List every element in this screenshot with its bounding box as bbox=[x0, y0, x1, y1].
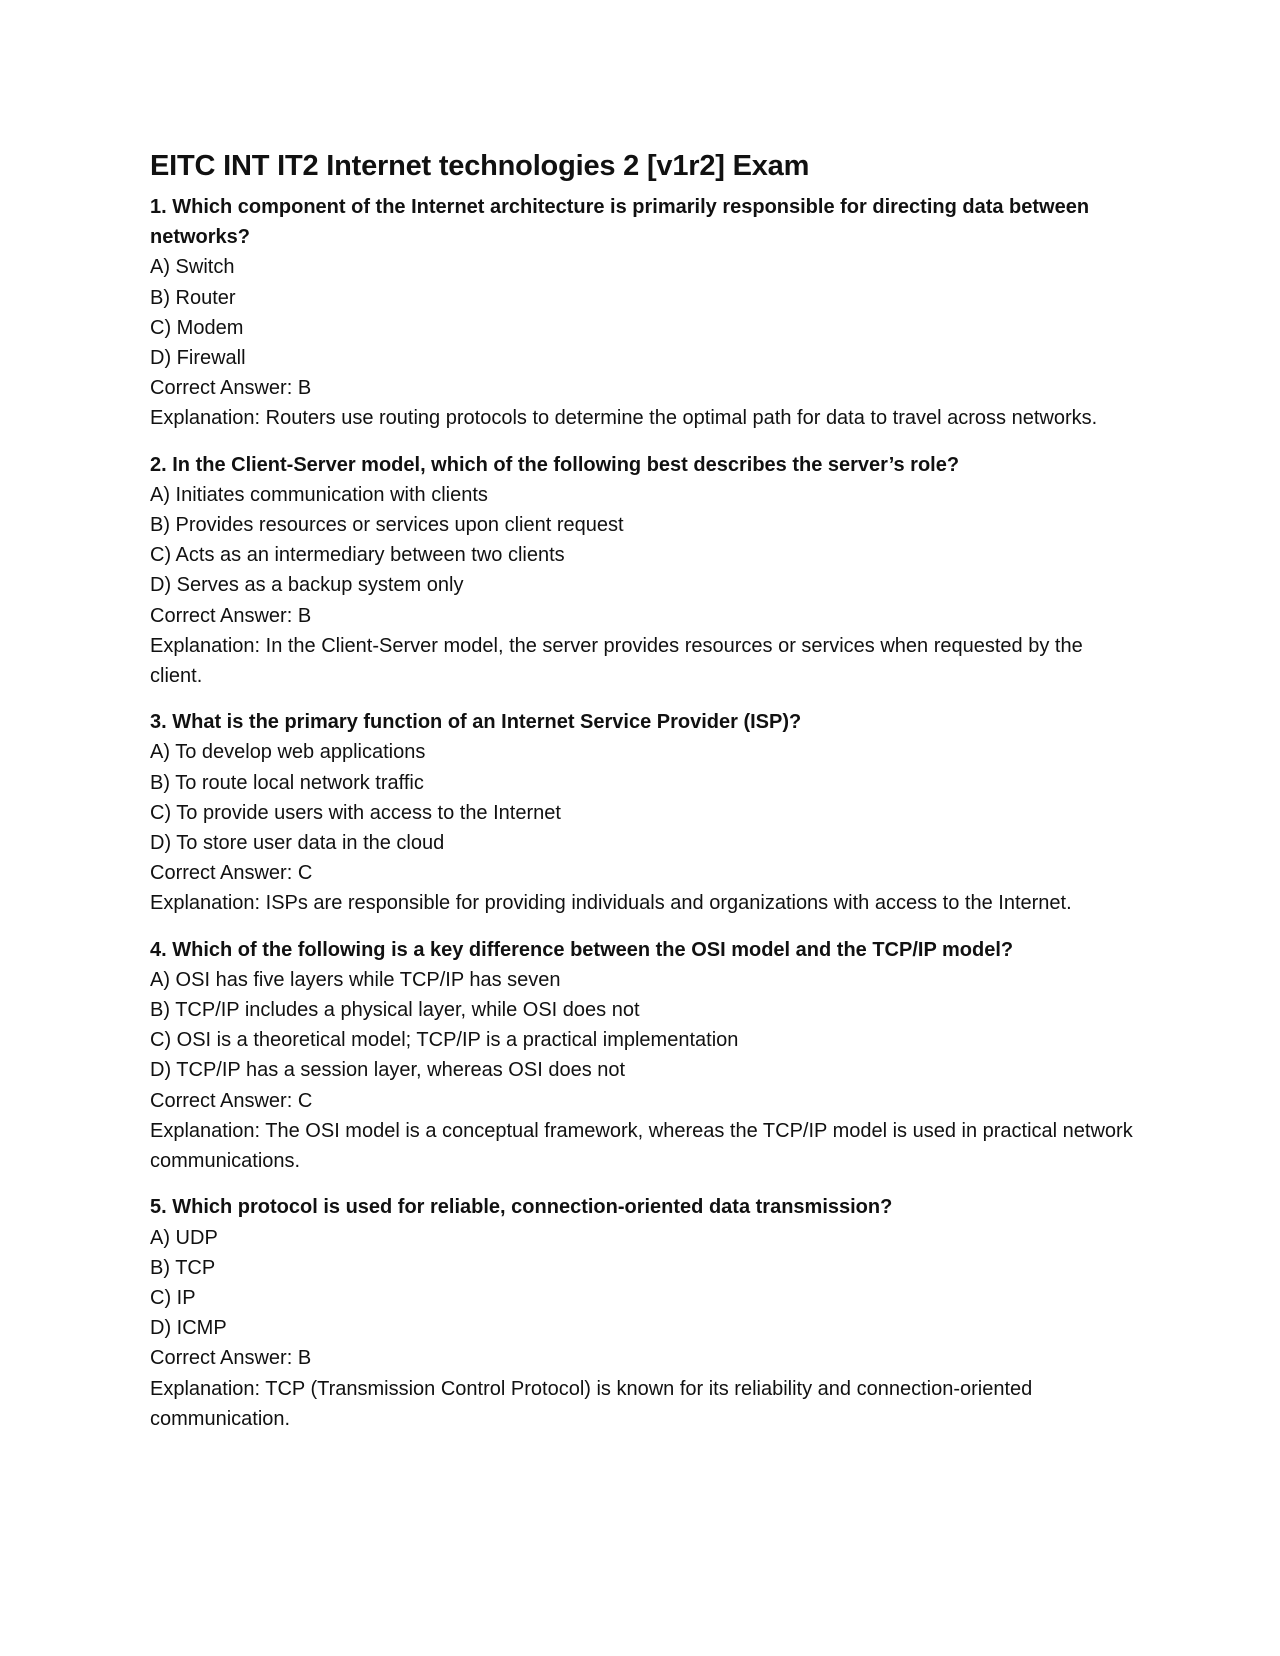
document-title: EITC INT IT2 Internet technologies 2 [v1r2] Exam bbox=[150, 150, 810, 182]
correct-answer: Correct Answer: B bbox=[150, 604, 312, 627]
question-text: 2. In the Client-Server model, which of the following best describes the server’s role? bbox=[150, 453, 960, 476]
document-page bbox=[150, 148, 1140, 1450]
option-c: C) OSI is a theoretical model; TCP/IP is a practical implementation bbox=[150, 1029, 739, 1052]
explanation: Explanation: ISPs are responsible for providing individuals and organizations with access to the Internet. bbox=[150, 892, 1072, 915]
question-block bbox=[150, 1192, 1140, 1434]
option-c: C) Modem bbox=[150, 316, 244, 339]
question-block bbox=[150, 192, 1140, 434]
correct-answer: Correct Answer: C bbox=[150, 1089, 313, 1112]
option-c: C) To provide users with access to the Internet bbox=[150, 801, 561, 824]
question-text: 5. Which protocol is used for reliable, connection-oriented data transmission? bbox=[150, 1196, 893, 1219]
question-text: 4. Which of the following is a key difference between the OSI model and the TCP/IP model? bbox=[150, 938, 1014, 961]
question-block bbox=[150, 707, 1140, 918]
option-list bbox=[150, 1223, 1140, 1344]
correct-answer: Correct Answer: C bbox=[150, 862, 313, 885]
explanation: Explanation: Routers use routing protocols to determine the optimal path for data to travel across networks. bbox=[150, 407, 1098, 430]
question-text: 3. What is the primary function of an Internet Service Provider (ISP)? bbox=[150, 711, 802, 734]
option-b: B) TCP/IP includes a physical layer, while OSI does not bbox=[150, 999, 640, 1022]
option-d: D) To store user data in the cloud bbox=[150, 832, 445, 855]
option-d: D) ICMP bbox=[150, 1317, 227, 1340]
option-list bbox=[150, 737, 1140, 858]
option-d: D) Firewall bbox=[150, 347, 246, 370]
question-text: 1. Which component of the Internet architecture is primarily responsible for directing data between networks? bbox=[150, 196, 1090, 249]
explanation: Explanation: The OSI model is a conceptual framework, whereas the TCP/IP model is used in practical network communications. bbox=[150, 1119, 1133, 1173]
option-d: D) TCP/IP has a session layer, whereas OSI does not bbox=[150, 1059, 626, 1082]
explanation: Explanation: In the Client-Server model, the server provides resources or services when requested by the client. bbox=[150, 634, 1083, 688]
explanation: Explanation: TCP (Transmission Control Protocol) is known for its reliability and connection-oriented communication. bbox=[150, 1377, 1033, 1430]
option-a: A) To develop web applications bbox=[150, 741, 426, 764]
option-a: A) Switch bbox=[150, 256, 235, 279]
question-block bbox=[150, 935, 1140, 1177]
option-c: C) IP bbox=[150, 1286, 196, 1309]
correct-answer: Correct Answer: B bbox=[150, 1347, 312, 1370]
option-a: A) Initiates communication with clients bbox=[150, 483, 488, 506]
option-b: B) To route local network traffic bbox=[150, 771, 424, 794]
option-list bbox=[150, 965, 1140, 1086]
option-list bbox=[150, 252, 1140, 373]
option-b: B) Router bbox=[150, 286, 236, 309]
option-c: C) Acts as an intermediary between two clients bbox=[150, 544, 565, 567]
option-a: A) UDP bbox=[150, 1226, 218, 1249]
option-a: A) OSI has five layers while TCP/IP has seven bbox=[150, 968, 561, 991]
option-list bbox=[150, 480, 1140, 601]
option-b: B) TCP bbox=[150, 1256, 216, 1279]
correct-answer: Correct Answer: B bbox=[150, 377, 312, 400]
question-block bbox=[150, 450, 1140, 692]
option-b: B) Provides resources or services upon client request bbox=[150, 514, 624, 537]
option-d: D) Serves as a backup system only bbox=[150, 574, 464, 597]
